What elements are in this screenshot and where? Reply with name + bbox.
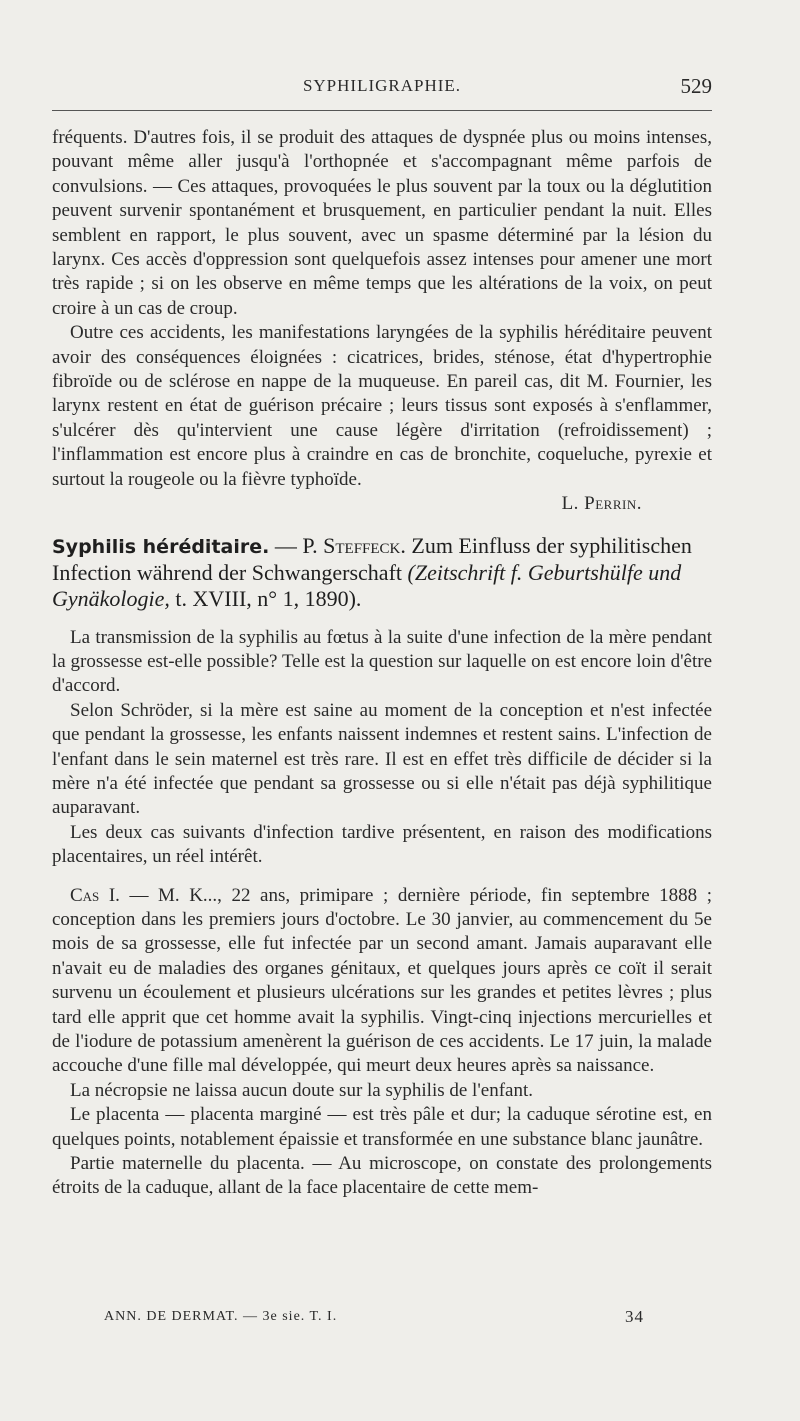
running-head <box>52 74 712 100</box>
header-rule <box>52 110 712 111</box>
case-text: — M. K..., 22 ans, primipare ; dernière période, fin septembre 1888 ; conception dans les premiers jours d'octobre. Le 30 janvier, au commencement du 5e mois de sa grossesse, elle fut infectée par un second amant. Jamais auparavant elle n'avait eu de maladies des organes génitaux, et quelques jours après ce coït il serait survenu un écoulement et plusieurs ulcérations sur les grandes et petites lèvres ; plus tard elle apprit que cet homme avait la syphilis. Vingt-cinq injections mercurielles et de l'iodure de potassium amenèrent la guérison de ces accidents. Le 17 juin, la malade accouche d'une fille mal développée, qui meurt deux heures après sa naissance. <box>52 884 713 1077</box>
author-signature-line <box>52 492 712 516</box>
journal-reference: ANN. DE DERMAT. — 3e sie. T. I. <box>104 1309 338 1324</box>
signature-mark: 34 <box>625 1307 644 1326</box>
body-text <box>52 126 712 1201</box>
paragraph: Le placenta — placenta marginé — est très pâle et dur; la caduque sérotine est, en quelques points, notablement épaissie et transformée en une substance blanc jaunâtre. <box>52 1104 712 1150</box>
article-author: — P. Steffeck. <box>274 532 406 558</box>
paragraph: La transmission de la syphilis au fœtus à la suite d'une infection de la mère pendant la grossesse est-elle possible? Telle est la question sur laquelle on est encore loin d'être d'accord. <box>52 626 712 697</box>
paragraph: Les deux cas suivants d'infection tardive présentent, en raison des modifications placentaires, un réel intérêt. <box>52 821 712 868</box>
running-title: SYPHILIGRAPHIE. <box>302 76 462 95</box>
page-footer <box>104 1307 644 1331</box>
paragraph: Partie maternelle du placenta. — Au microscope, on constate des prolongements étroits de la caduque, allant de la face placentaire de cette mem- <box>52 1153 712 1199</box>
article-heading <box>52 533 712 612</box>
paragraph: La nécropsie ne laissa aucun doute sur la syphilis de l'enfant. <box>70 1079 533 1101</box>
article-source: (Zeitschrift f. Geburtshülfe und Gynäkologie, <box>52 559 682 611</box>
author-signature: L. Perrin. <box>561 493 642 515</box>
case-label: Cas I. <box>70 884 120 906</box>
paragraph: Outre ces accidents, les manifestations laryngées de la syphilis héréditaire peuvent avoir des conséquences éloignées : cicatrices, brides, sténose, état d'hypertrophie fibroïde ou de sclérose en nappe de la muqueuse. En pareil cas, dit M. Fournier, les larynx restent en état de guérison précaire ; leurs tissus sont exposés à s'enflammer, s'ulcérer dès qu'intervient une cause légère d'irritation (refroidissement) ; l'inflammation est encore plus à craindre en cas de bronchite, coqueluche, pyrexie et surtout la rougeole ou la fièvre typhoïde. <box>52 322 712 490</box>
article-title: Syphilis héréditaire. <box>52 535 270 558</box>
paragraph: Selon Schröder, si la mère est saine au moment de la conception et n'est infectée que pendant la grossesse, les enfants naissent indemnes et restent sains. L'infection de l'enfant dans le sein maternel est très rare. Il est en effet très difficile de décider si la mère n'a été infectée que pendant sa grossesse ou si elle n'était pas déjà syphilitique auparavant. <box>52 699 712 819</box>
case-paragraph <box>52 884 712 1079</box>
article-volume: t. XVIII, n° 1, 1890). <box>175 585 362 611</box>
article-german-title: Zum Einfluss der syphilitischen Infection während der Schwangerschaft <box>52 532 692 585</box>
page-number: 529 <box>680 74 712 98</box>
paragraph-continued: fréquents. D'autres fois, il se produit des attaques de dyspnée plus ou moins intenses, pouvant même aller jusqu'à l'orthopnée et s'accompagnant même parfois de convulsions. — Ces attaques, provoquées le plus souvent par la toux ou la déglutition peuvent survenir spontanément et brusquement, en particulier pendant la nuit. Elles semblent en rapport, le plus souvent, avec un spasme déterminé par la lésion du larynx. Ces accès d'oppression sont quelquefois assez intenses pour amener une mort très rapide ; si on les observe en même temps que les altérations de la voix, on peut croire à un cas de croup. <box>52 127 712 319</box>
